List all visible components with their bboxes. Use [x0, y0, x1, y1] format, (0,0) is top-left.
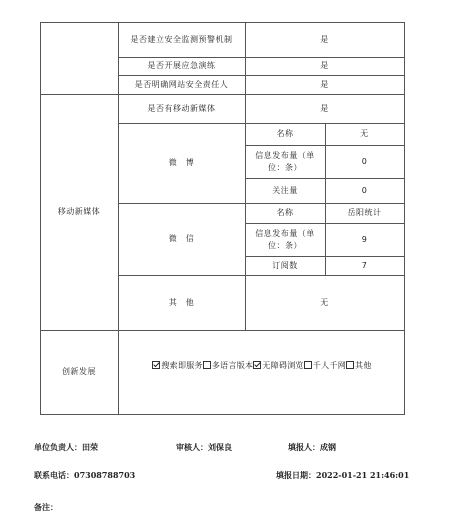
reviewer: 审核人：刘保良 — [176, 442, 232, 452]
other-value: 无 — [320, 297, 329, 307]
unit-head: 单位负责人：田荣 — [34, 442, 98, 452]
innovation-option-checkbox[interactable] — [346, 361, 354, 369]
weibo-name-value: 无 — [360, 129, 369, 138]
innovation-label: 创新发展 — [62, 367, 96, 376]
contact-phone: 联系电话：07308788703 — [34, 470, 136, 480]
innovation-option-checkbox[interactable] — [253, 361, 261, 369]
innovation-option-label: 无障碍浏览 — [262, 361, 304, 370]
innovation-option-label: 搜索即服务 — [161, 361, 203, 370]
weibo-name-label: 名称 — [276, 129, 294, 138]
weixin-sub-label: 订阅数 — [272, 260, 298, 270]
weixin-info-label: 信息发布量（单位：条） — [255, 228, 315, 250]
innovation-option-checkbox[interactable] — [152, 361, 160, 369]
mobile-has-value: 是 — [320, 103, 329, 113]
monitor-label: 是否建立安全监测预警机制 — [130, 34, 233, 44]
filler: 填报人：成钢 — [288, 442, 336, 452]
mobile-section-label: 移动新媒体 — [57, 207, 101, 216]
responsible-label: 是否明确网站安全责任人 — [134, 79, 229, 89]
weibo-info-label: 信息发布量（单位：条） — [255, 150, 315, 172]
fill-date: 填报日期：2022-01-21 21:46:01 — [276, 470, 410, 480]
weixin-label: 微 信 — [168, 234, 195, 243]
innovation-option-label: 其他 — [355, 361, 372, 370]
innovation-option-label: 千人千网 — [312, 361, 347, 370]
remark: 备注： — [34, 502, 58, 512]
innovation-option-label: 多语言版本 — [211, 361, 254, 370]
weixin-name-value: 岳阳统计 — [347, 208, 382, 217]
other-label: 其 他 — [168, 297, 195, 307]
responsible-value: 是 — [320, 79, 329, 89]
mobile-has-label: 是否有移动新媒体 — [147, 103, 216, 113]
weibo-follow-label: 关注量 — [272, 185, 298, 195]
monitor-value: 是 — [320, 34, 329, 44]
innovation-option-checkbox[interactable] — [203, 361, 211, 369]
innovation-options — [120, 330, 404, 402]
weixin-name-label: 名称 — [276, 208, 294, 217]
weibo-label: 微 博 — [168, 158, 195, 167]
weixin-sub-value: 7 — [361, 260, 368, 270]
weibo-info-value: 0 — [361, 156, 368, 166]
innovation-option-checkbox[interactable] — [304, 361, 312, 369]
drill-value: 是 — [320, 61, 329, 70]
weibo-follow-value: 0 — [361, 185, 368, 195]
weixin-info-value: 9 — [361, 234, 368, 244]
drill-label: 是否开展应急演练 — [147, 61, 216, 70]
